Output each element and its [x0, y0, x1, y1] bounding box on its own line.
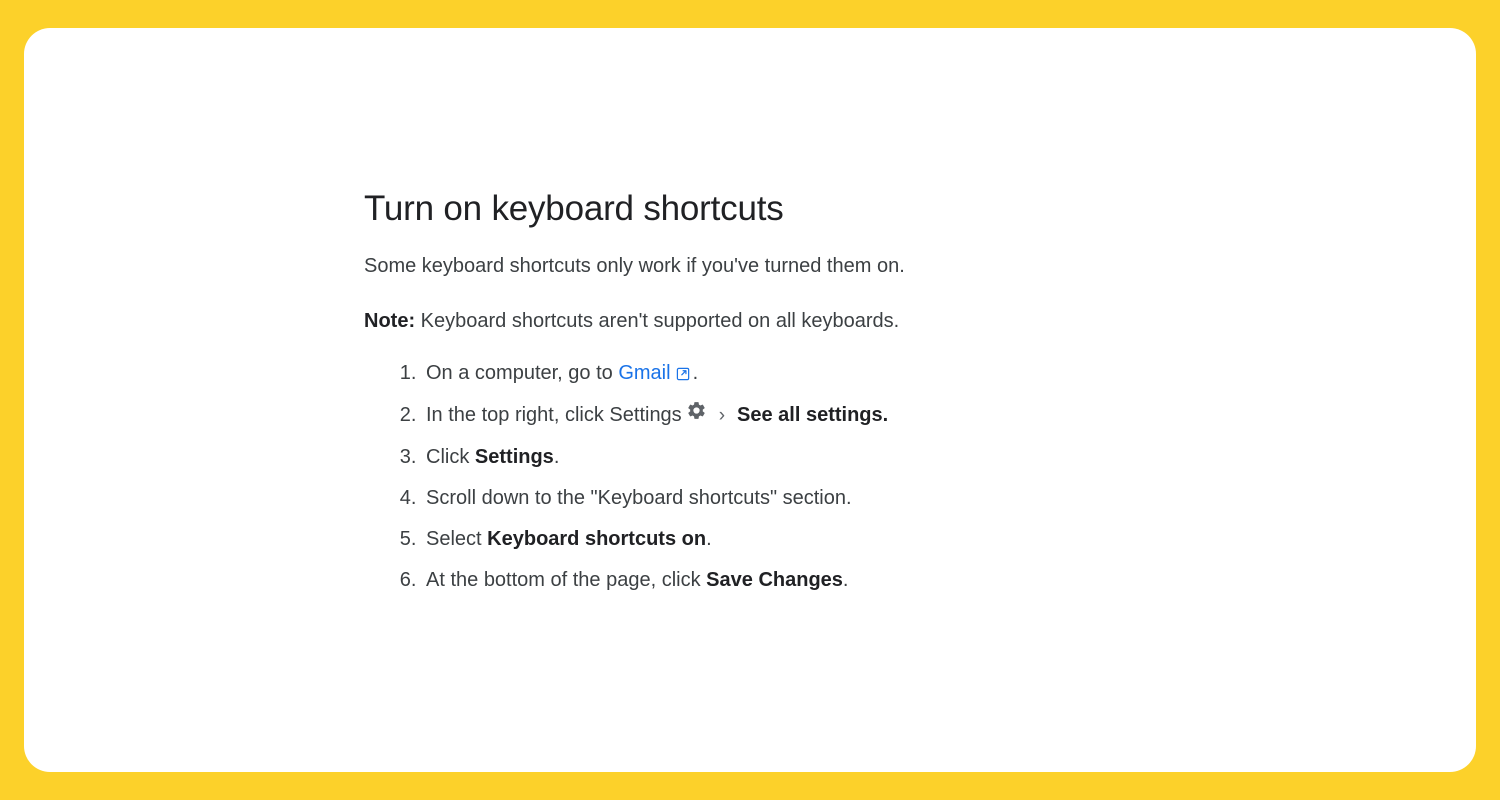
article-content — [364, 188, 1364, 608]
step-1-trailing: . — [692, 362, 699, 384]
note-label: Note: — [364, 310, 416, 332]
list-item — [422, 444, 1364, 471]
save-changes-label: Save Changes — [706, 569, 843, 591]
step-3-text: Click — [426, 446, 470, 468]
step-5-text: Select — [426, 528, 482, 550]
list-item — [422, 360, 1364, 387]
list-item — [422, 485, 1364, 512]
page-title: Turn on keyboard shortcuts — [364, 189, 784, 228]
see-all-settings-label: See all settings. — [737, 403, 889, 426]
keyboard-shortcuts-on-label: Keyboard shortcuts on — [487, 528, 707, 550]
settings-label: Settings — [474, 446, 554, 468]
steps-list — [364, 360, 1364, 594]
list-item — [422, 567, 1364, 594]
step-3-trailing: . — [553, 446, 560, 468]
step-6-trailing: . — [842, 569, 849, 591]
step-1-text: On a computer, go to — [426, 362, 613, 384]
step-6-text: At the bottom of the page, click — [426, 569, 701, 591]
step-4-text: Scroll down to the "Keyboard shortcuts" section. — [426, 487, 852, 509]
intro-paragraph: Some keyboard shortcuts only work if you've turned them on. — [364, 255, 905, 277]
gmail-link[interactable]: Gmail — [618, 362, 671, 384]
gear-icon — [686, 400, 707, 429]
list-item — [422, 526, 1364, 553]
step-2-text: In the top right, click Settings — [426, 403, 682, 426]
external-link-icon — [676, 362, 691, 389]
chevron-right-icon: › — [718, 404, 726, 426]
help-article-card — [24, 28, 1476, 772]
list-item — [422, 401, 1364, 430]
note-text: Keyboard shortcuts aren't supported on all keyboards. — [420, 310, 900, 332]
note-paragraph — [364, 307, 1364, 336]
step-5-trailing: . — [706, 528, 712, 550]
